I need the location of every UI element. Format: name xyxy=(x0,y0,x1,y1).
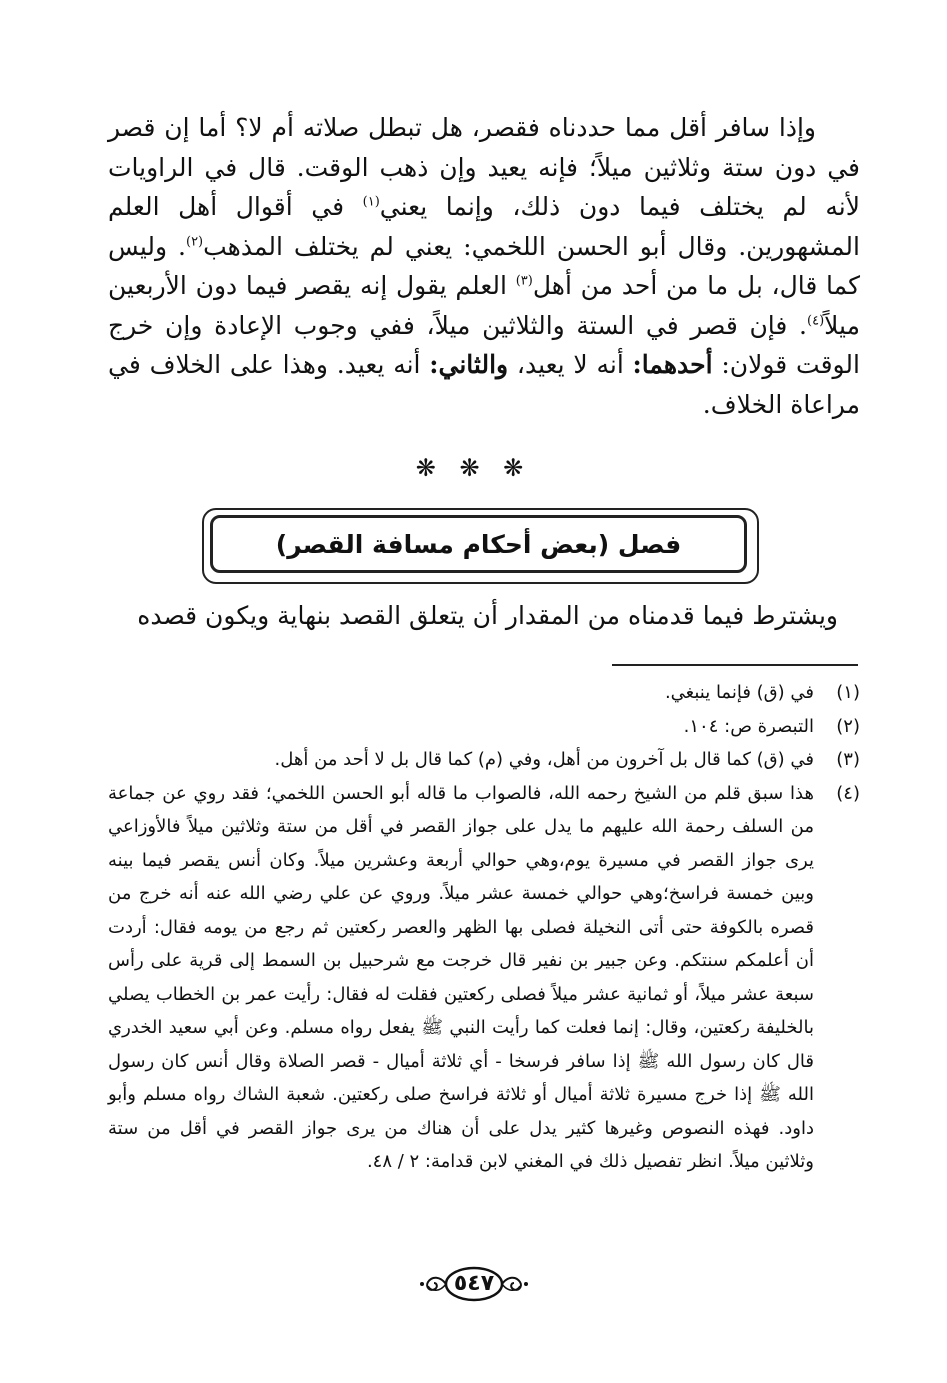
footnote-text: التبصرة ص: ١٠٤. xyxy=(683,715,814,737)
second-opinion-label: والثاني: xyxy=(429,350,509,379)
footnote-item xyxy=(108,743,860,777)
text-run: العلم يقول إنه يقصر فيما دون الأربعين ميلاً xyxy=(108,271,860,340)
footnote-number: (٢) xyxy=(836,715,860,737)
page-number: ٥٤٧ xyxy=(453,1271,495,1296)
footnote-text: في (ق) فإنما ينبغي. xyxy=(664,682,814,703)
section-lead-text: ويشترط فيما قدمناه من المقدار أن يتعلق القصد بنهاية ويكون قصده xyxy=(137,601,838,630)
footnote-number: (١) xyxy=(836,682,860,703)
section-separator: ❋ ❋ ❋ xyxy=(415,454,532,482)
section-heading: فصل (بعض أحكام مسافة القصر) xyxy=(275,529,682,559)
text-run: . وليس كما قال، بل ما من أحد من أهل xyxy=(108,231,861,300)
footnote-ref-1[interactable]: (١) xyxy=(362,194,380,210)
footnote-item xyxy=(108,710,860,744)
footnote-text: هذا سبق قلم من الشيخ رحمه الله، فالصواب ما قاله أبو الحسن اللخمي؛ فقد روي عن جماعة من السلف رحمة الله عليهم ما يدل على جواز القصر في أقل من ستة وثلاثين ميلاً فالأوزاعي يرى جواز القصر في مسيرة يوم،وهي حوالي أربعة وعشرين ميلاً. وكان أنس يقصر فيما بينه وبين خمسة فراسخ؛وهي حوالي خمسة عشر ميلاً. وروي عن علي رضي الله عنه أنه خرج من قصره بالكوفة حتى أتى النخيلة فصلى بها الظهر والعصر ركعتين ثم رجع من يومه فقال: أردت أن أعلمكم سنتكم. وعن جبير بن نفير قال خرجت مع شرحبيل بن السمط إلى قرية على رأس سبعة عشر ميلاً، أو ثمانية عشر ميلاً فصلى ركعتين فقلت له فقال: رأيت عمر بن الخطاب يصلي بالخليفة ركعتين، وقال: إنما فعلت كما رأيت النبي ﷺ يفعل رواه مسلم. وعن أبي سعيد الخدري قال كان رسول الله ﷺ إذا سافر فرسخا - أي ثلاثة أميال - قصر الصلاة وقال أنس كان رسول الله ﷺ إذا خرج مسيرة ثلاثة أميال أو ثلاثة فراسخ صلى ركعتين. شعبة الشاك رواه مسلم وأبو داود. فهذه النصوص وغيرها كثير يدل على أن هناك من يرى جواز القصر في أقل من ستة وثلاثين ميلاً. انظر تفصيل ذلك في المغني لابن قدامة: ٢ / ٤٨. xyxy=(108,782,814,1172)
first-opinion-label: أحدهما: xyxy=(632,350,713,379)
main-text xyxy=(108,108,860,424)
text-run: وإذا سافر أقل مما حددناه فقصر، هل تبطل صلاته أم لا؟ أما إن قصر في دون ستة وثلاثين ميلاً؛ فإنه يعيد وإن ذهب الوقت. قال في الراويات لأنه لم يختلف فيما دون ذلك، وإنما يعني xyxy=(108,113,860,221)
main-paragraph xyxy=(108,108,860,424)
footnote-item xyxy=(108,676,860,710)
page-number-ornament xyxy=(0,1262,947,1306)
footnotes xyxy=(108,676,860,1179)
text-run: أنه يعيد. وهذا على الخلاف في مراعاة الخلاف. xyxy=(108,350,860,419)
footnote-ref-2[interactable]: (٢) xyxy=(185,234,204,250)
footnote-number: (٤) xyxy=(836,782,860,804)
footnote-ref-3[interactable]: (٣) xyxy=(515,273,533,289)
footnote-divider xyxy=(612,664,858,666)
footnote-text: في (ق) كما قال بل آخرون من أهل، وفي (م) كما قال بل لا أحد من أهل. xyxy=(274,749,814,770)
text-run: في أقوال أهل العلم المشهورين. وقال أبو الحسن اللخمي: يعني لم يختلف المذهب xyxy=(108,192,860,261)
text-run: . فإن قصر في الستة والثلاثين ميلاً، ففي وجوب الإعادة وإن خرج الوقت قولان: xyxy=(108,310,861,379)
footnote-item xyxy=(108,777,860,1179)
text-run: أنه لا يعيد، xyxy=(508,350,633,379)
footnote-ref-4[interactable]: (٤) xyxy=(807,313,825,329)
footnote-number: (٣) xyxy=(836,749,860,770)
